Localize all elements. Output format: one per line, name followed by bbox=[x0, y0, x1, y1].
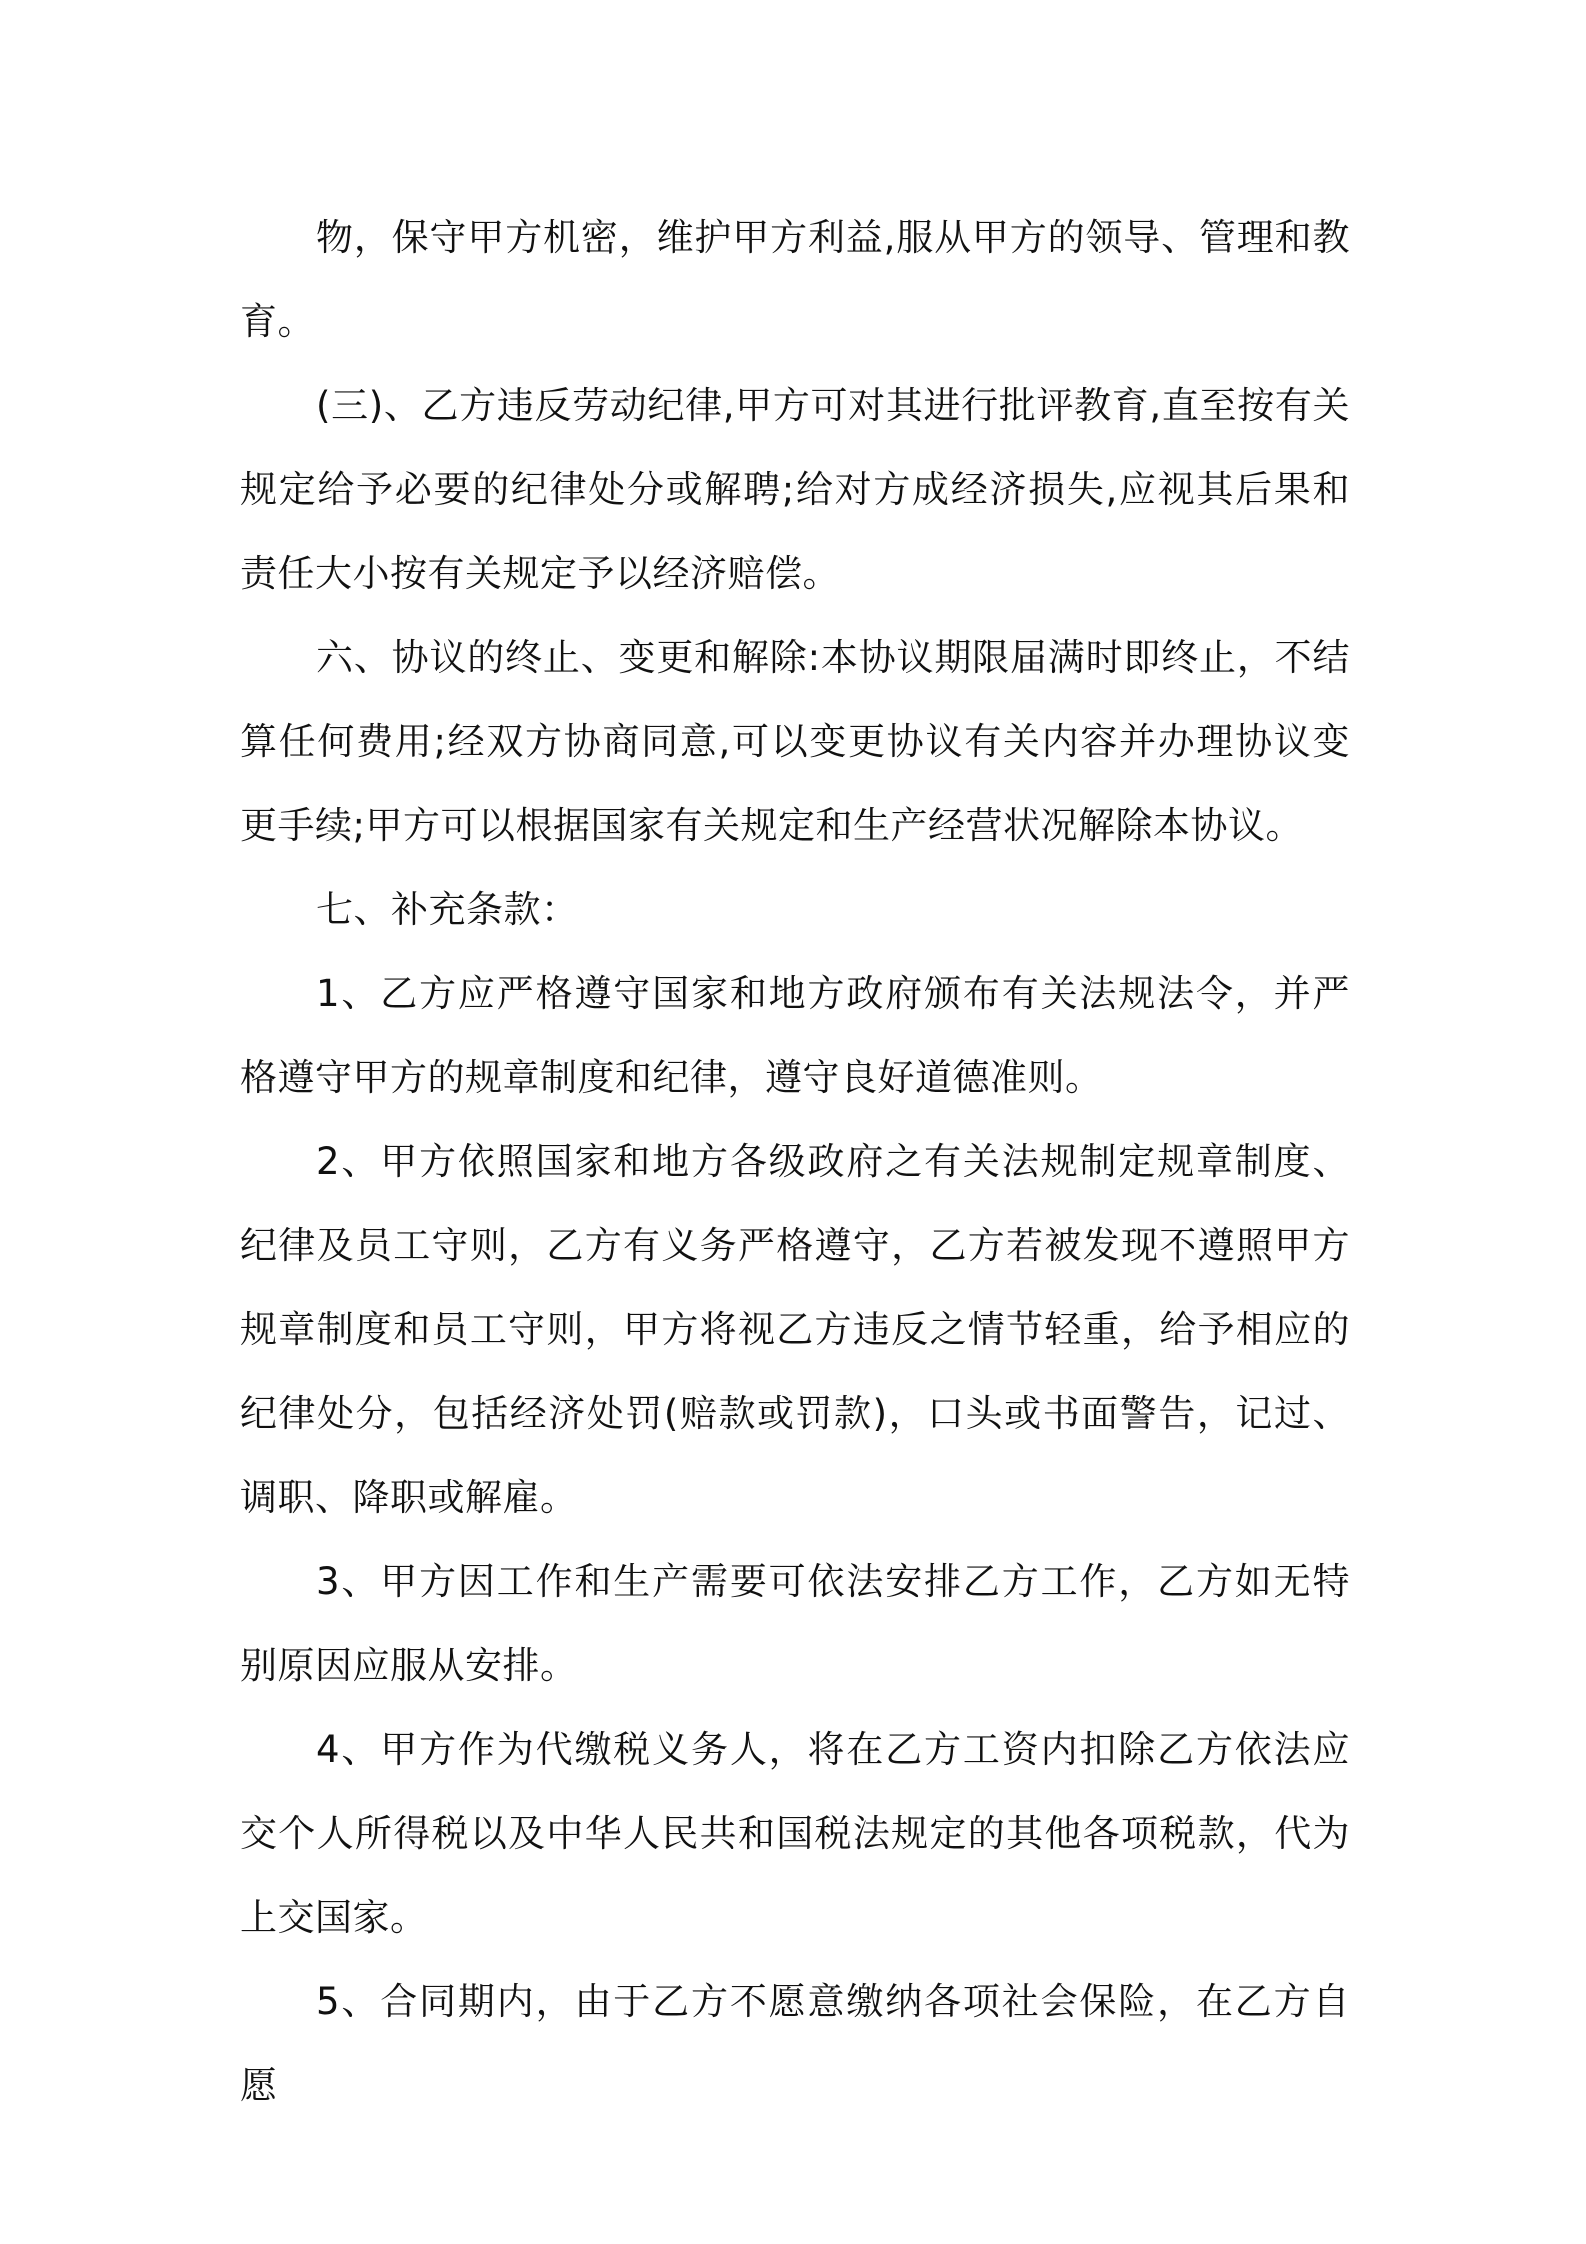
paragraph-item-3: 3、甲方因工作和生产需要可依法安排乙方工作，乙方如无特别原因应服从安排。 bbox=[240, 1560, 1350, 1687]
paragraph-continuation: 物，保守甲方机密，维护甲方利益,服从甲方的领导、管理和教育。 bbox=[240, 216, 1350, 343]
paragraph-section-7-heading: 七、补充条款： bbox=[316, 888, 579, 931]
paragraph-item-1: 1、乙方应严格遵守国家和地方政府颁布有关法规法令，并严格遵守甲方的规章制度和纪律，遵守良好道德准则。 bbox=[240, 972, 1350, 1099]
paragraph-item-4: 4、甲方作为代缴税义务人，将在乙方工资内扣除乙方依法应交个人所得税以及中华人民共和国税法规定的其他各项税款，代为上交国家。 bbox=[240, 1728, 1350, 1939]
document-body bbox=[240, 196, 1350, 2128]
paragraph-item-5: 5、合同期内，由于乙方不愿意缴纳各项社会保险，在乙方自愿 bbox=[240, 1980, 1350, 2107]
paragraph-section-6: 六、协议的终止、变更和解除:本协议期限届满时即终止，不结算任何费用;经双方协商同意,可以变更协议有关内容并办理协议变更手续;甲方可以根据国家有关规定和生产经营状况解除本协议。 bbox=[240, 636, 1350, 847]
paragraph-item-2: 2、甲方依照国家和地方各级政府之有关法规制定规章制度、纪律及员工守则，乙方有义务严格遵守，乙方若被发现不遵照甲方规章制度和员工守则，甲方将视乙方违反之情节轻重，给予相应的纪律处分，包括经济处罚(赔款或罚款)，口头或书面警告，记过、调职、降职或解雇。 bbox=[240, 1140, 1350, 1519]
paragraph-clause-3: (三)、乙方违反劳动纪律,甲方可对其进行批评教育,直至按有关规定给予必要的纪律处分或解聘;给对方成经济损失,应视其后果和责任大小按有关规定予以经济赔偿。 bbox=[240, 384, 1350, 595]
